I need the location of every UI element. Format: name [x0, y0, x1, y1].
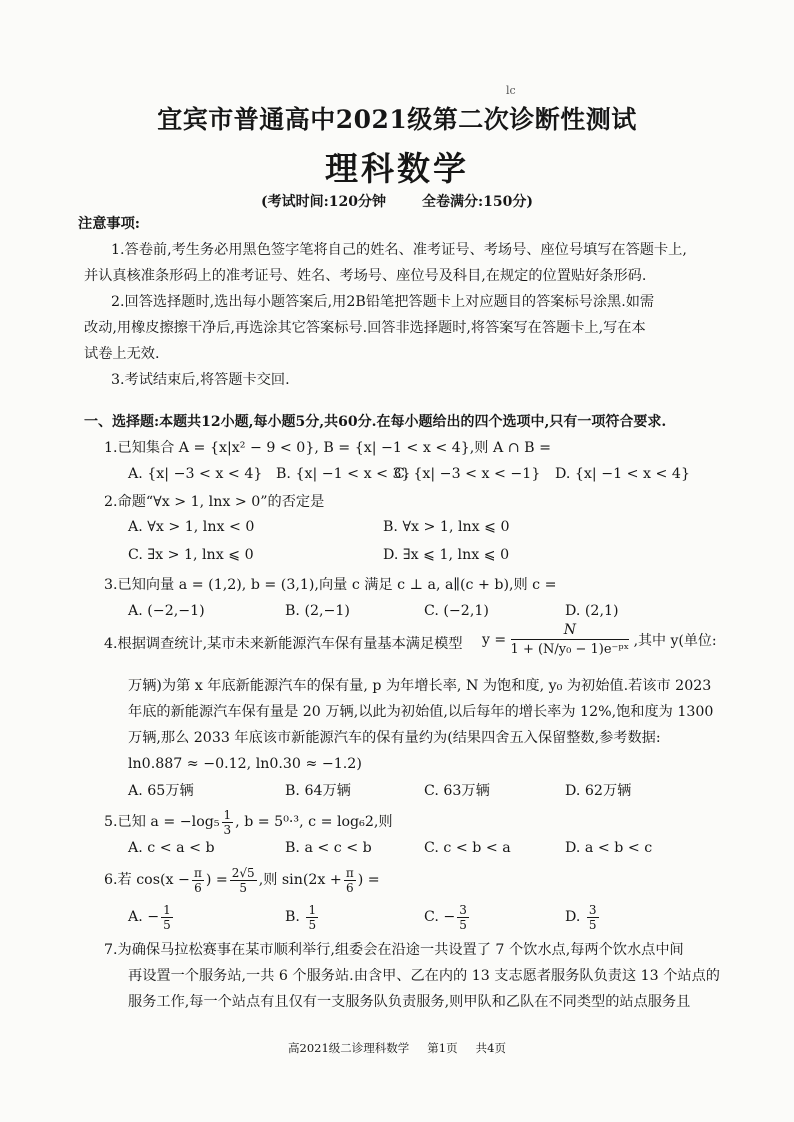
footer-exam: 高2021级二诊理科数学: [288, 1041, 410, 1055]
q1-option-c: C. {x| −3 < x < −1}: [394, 466, 541, 482]
q6-option-sign: −: [147, 909, 160, 925]
q6-val-den: 5: [239, 880, 248, 895]
page-footer: [0, 1040, 794, 1056]
question-4-line: 万辆,那么 2033 年底该市新能源汽车的保有量约为(结果四舍五入保留整数,参考数据:: [128, 730, 661, 746]
q4-option-c: C. 63万辆: [424, 783, 490, 799]
question-4-line: 万辆)为第 x 年底新能源汽车的保有量, p 为年增长率, N 为饱和度, y₀ 为初始值.若该市 2023: [128, 678, 712, 694]
q5-stem-a: 5.已知 a = −log₅: [104, 814, 220, 830]
q5-option-c: C. c < b < a: [424, 840, 511, 856]
q2-option-b: B. ∀x > 1, lnx ⩽ 0: [383, 519, 510, 535]
q6-option-letter: D.: [565, 909, 581, 925]
notice-item: 并认真核准条形码上的准考证号、姓名、考场号、座位号及科目,在规定的位置贴好条形码.: [84, 268, 647, 284]
notice-item: 3.考试结束后,将答题卡交回.: [111, 372, 290, 388]
q6-option-a: [128, 900, 175, 934]
q5-option-a: A. c < a < b: [128, 840, 215, 856]
score-info: 全卷满分:150分): [422, 194, 534, 210]
q6-option-letter: A.: [128, 909, 143, 925]
q6-option-num: 1: [163, 902, 171, 917]
q6-option-letter: B.: [285, 909, 300, 925]
footer-page: 第1页: [427, 1041, 458, 1055]
question-6-stem: [104, 862, 380, 898]
q6-stem-a: 6.若 cos(x −: [104, 872, 190, 888]
subject-title: 理科数学: [325, 149, 469, 188]
q4-option-d: D. 62万辆: [565, 783, 632, 799]
q6-option-den: 5: [588, 917, 597, 932]
time-info: (考试时间:120分钟: [260, 194, 386, 210]
question-4-line: 4.根据调查统计,某市未来新能源汽车保有量基本满足模型: [104, 636, 463, 652]
question-4-line: ln0.887 ≈ −0.12, ln0.30 ≈ −1.2): [128, 756, 362, 772]
q6-option-b: [285, 900, 320, 934]
q5-option-b: B. a < c < b: [285, 840, 372, 856]
q6-option-fraction: [587, 903, 599, 932]
notice-item: 改动,用橡皮擦擦干净后,再选涂其它答案标号.回答非选择题时,将答案写在答题卡上,写在本: [84, 320, 646, 336]
q6-pi-den-2: 6: [345, 880, 354, 895]
model-lhs: y =: [482, 631, 507, 648]
q1-option-d: D. {x| −1 < x < 4}: [555, 466, 690, 482]
question-7-line: 服务工作,每一个站点有且仅有一支服务队负责服务,则甲队和乙队在不同类型的站点服务且: [128, 994, 691, 1010]
footer-total: 共4页: [475, 1041, 506, 1055]
question-2-stem: 2.命题“∀x > 1, lnx > 0”的否定是: [104, 494, 325, 510]
q5-stem-b: , b = 5⁰·³, c = log₆2,则: [235, 814, 393, 830]
q6-value-fraction: [230, 866, 257, 895]
exam-title: 宜宾市普通高中2021级第二次诊断性测试: [157, 105, 637, 134]
model-denominator: 1 + (N/y₀ − 1)e⁻ᵖˣ: [510, 642, 630, 657]
q6-stem-d: ) =: [357, 872, 380, 888]
q6-pi-num: π: [193, 865, 202, 880]
question-7-line: 7.为确保马拉松赛事在某市顺利举行,组委会在沿途一共设置了 7 个饮水点,每两个饮水点中间: [104, 942, 684, 958]
q6-option-fraction: [457, 903, 469, 932]
q6-stem-b: ) =: [205, 872, 228, 888]
question-4-line: 年底的新能源汽车保有量是 20 万辆,以此为初始值,以后每年的增长率为 12%,饱和度为 1300: [128, 704, 714, 720]
model-numerator: N: [511, 622, 630, 640]
population-model-formula: [482, 622, 717, 657]
q2-option-a: A. ∀x > 1, lnx < 0: [128, 519, 255, 535]
q6-option-num: 1: [308, 902, 317, 917]
q6-option-sign: −: [443, 909, 456, 925]
section-heading: 一、选择题:本题共12小题,每小题5分,共60分.在每小题给出的四个选项中,只有一项符合要求.: [84, 414, 667, 430]
question-3-stem: 3.已知向量 a = (1,2), b = (3,1),向量 c 满足 c ⊥ a, a∥(c + b),则 c =: [104, 577, 557, 593]
q3-option-c: C. (−2,1): [424, 603, 489, 619]
notice-item: 2.回答选择题时,选出每小题答案后,用2B铅笔把答题卡上对应题目的答案标号涂黑.如需: [111, 294, 655, 310]
q4-option-a: A. 65万辆: [128, 783, 194, 799]
top-mark: lc: [506, 84, 516, 97]
q6-option-num: 3: [588, 902, 597, 917]
q4-option-b: B. 64万辆: [285, 783, 351, 799]
notice-item: 试卷上无效.: [84, 346, 160, 362]
q6-pi-num-2: π: [345, 865, 354, 880]
q3-option-d: D. (2,1): [565, 603, 619, 619]
q6-pi-fraction-2: [344, 866, 356, 895]
q6-option-letter: C.: [424, 909, 439, 925]
q6-val-num: 2√5: [231, 865, 255, 880]
q6-pi-den: 6: [194, 880, 202, 895]
q6-pi-fraction: [192, 866, 204, 895]
q6-option-d: [565, 900, 601, 934]
q5-frac-den: 3: [223, 822, 232, 837]
model-fraction: [511, 622, 630, 657]
question-1-stem: 1.已知集合 A = {x|x² − 9 < 0}, B = {x| −1 < x < 4},则 A ∩ B =: [104, 440, 551, 456]
question-7-line: 再设置一个服务站,一共 6 个服务站.由含甲、乙在内的 13 支志愿者服务队负责这 13 个站点的: [128, 968, 720, 984]
q5-frac-num: 1: [223, 807, 232, 822]
notice-item: 1.答卷前,考生务必用黑色签字笔将自己的姓名、准考证号、考场号、座位号填写在答题卡上,: [111, 242, 687, 258]
q5-option-d: D. a < b < c: [565, 840, 653, 856]
notice-heading: 注意事项:: [78, 216, 140, 232]
q1-option-a: A. {x| −3 < x < 4}: [128, 466, 263, 482]
q6-option-fraction: [306, 903, 318, 932]
q6-stem-c: ,则 sin(2x +: [258, 872, 342, 888]
q2-option-c: C. ∃x > 1, lnx ⩽ 0: [128, 547, 254, 563]
q6-option-den: 5: [308, 917, 317, 932]
model-tail: ,其中 y(单位:: [633, 632, 717, 649]
q6-option-fraction: [161, 903, 173, 932]
q3-option-b: B. (2,−1): [285, 603, 350, 619]
q1-option-b: B. {x| −1 < x < 3}: [276, 466, 411, 482]
q6-option-den: 5: [163, 917, 171, 932]
q5-fraction: [222, 808, 234, 837]
q6-option-c: [424, 900, 471, 934]
q2-option-d: D. ∃x ⩽ 1, lnx ⩽ 0: [383, 547, 510, 563]
question-5-stem: [104, 806, 393, 838]
q6-option-num: 3: [459, 902, 467, 917]
q3-option-a: A. (−2,−1): [128, 603, 205, 619]
q6-option-den: 5: [459, 917, 467, 932]
exam-info: [0, 191, 794, 211]
